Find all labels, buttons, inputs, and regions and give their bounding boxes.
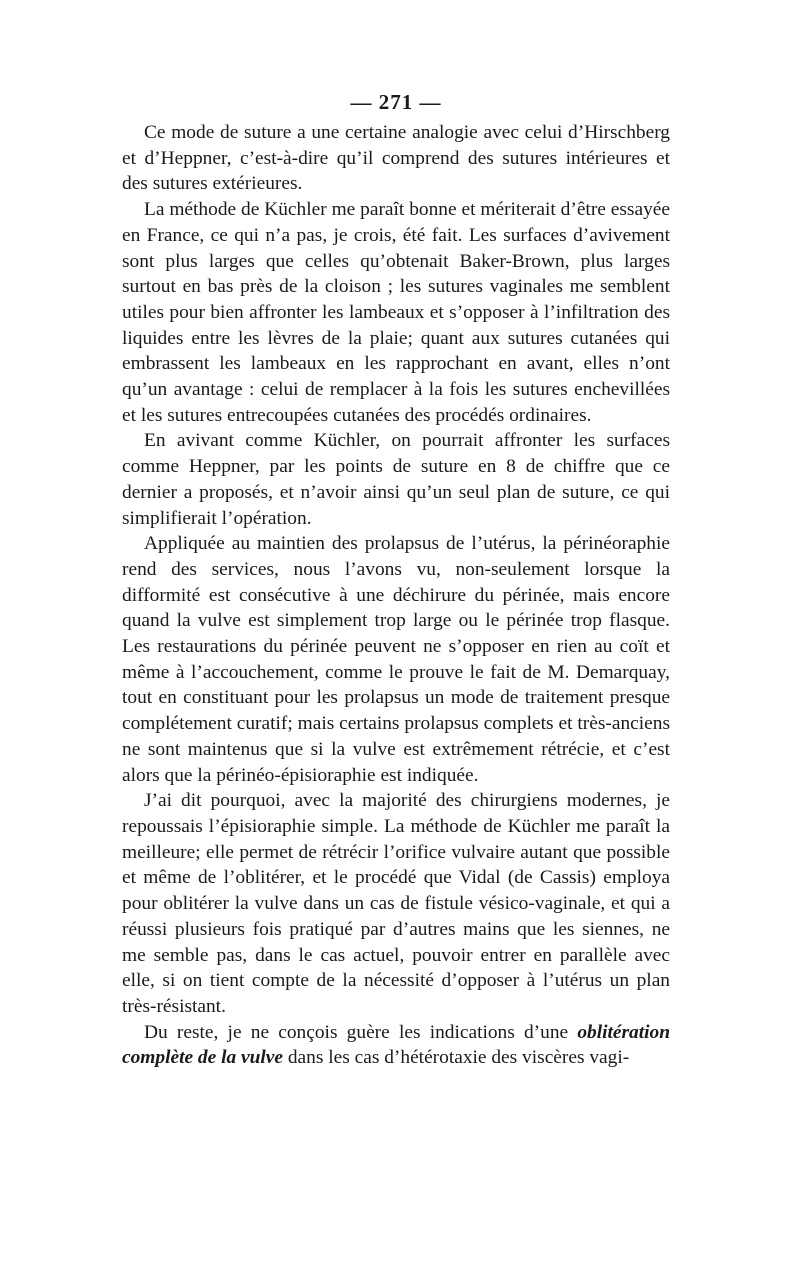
- paragraph-avivement: En avivant comme Küchler, on pourrait affronter les surfaces comme Heppner, par les points de suture en 8 de chiffre que ce dernier a proposés, et n’avoir ainsi qu’un seul plan de suture, ce qui simplifierait l’opération.: [122, 430, 670, 529]
- paragraph-episioraphie: J’ai dit pourquoi, avec la majorité des chirurgiens modernes, je repoussais l’épisioraphie simple. La méthode de Küchler me paraît la meilleure; elle permet de rétrécir l’orifice vulvaire autant que possible et même de l’oblitérer, et le procédé que Vidal (de Cassis) employa pour oblitérer la vulve dans un cas de fistule vésico-vaginale, et qui a réussi plusieurs fois pratiqué par d’autres mains que les siennes, ne me semble pas, dans le cas actuel, pouvoir entrer en parallèle avec elle, si on tient compte de la nécessité d’opposer à l’utérus un plan très-résistant.: [122, 790, 670, 1017]
- paragraph-prolapsus: Appliquée au maintien des prolapsus de l’utérus, la périnéoraphie rend des services, nous l’avons vu, non-seulement lorsque la difformité est consécutive à une déchirure du périnée, mais encore quand la vulve est simplement trop large ou le périnée trop flasque. Les restaurations du périnée peuvent ne s’opposer en rien au coït et même à l’accouchement, comme le prouve le fait de M. Demarquay, tout en constituant pour les prolapsus un mode de traitement presque complétement curatif; mais certains prolapsus complets et très-anciens ne sont maintenus que si la vulve est extrêmement rétrécie, et c’est alors que la périnéo-épisioraphie est indiquée.: [122, 533, 670, 786]
- page-number: — 271 —: [350, 90, 442, 114]
- paragraph-du-reste-emphasis: oblitération complète de la vulve: [122, 1021, 670, 1069]
- paragraph-du-reste-end: dans les cas d’hétérotaxie des viscères vagi-: [283, 1047, 630, 1069]
- paragraph-du-reste: [122, 1020, 670, 1071]
- paragraph-kuchler-method: La méthode de Küchler me paraît bonne et mériterait d’être essayée en France, ce qui n’a pas, je crois, été fait. Les surfaces d’avivement sont plus larges que celles qu’obtenait Baker-Brown, plus larges surtout en bas près de la cloison ; les sutures vaginales me semblent utiles pour bien affronter les lambeaux et s’opposer à l’infiltration des liquides entre les lèvres de la plaie; quant aux sutures cutanées qui embrassent les lambeaux en les rapprochant en avant, elles n’ont qu’un avantage : celui de remplacer à la fois les sutures enchevillées et les sutures entrecoupées cutanées des procédés ordinaires.: [122, 199, 670, 426]
- book-page: [122, 88, 670, 1071]
- paragraph-suture-analogy: Ce mode de suture a une certaine analogie avec celui d’Hirschberg et d’Heppner, c’est-à-dire qu’il comprend des sutures intérieures et des sutures extérieures.: [122, 122, 670, 195]
- paragraph-du-reste-start: Du reste, je ne conçois guère les indications d’une: [144, 1021, 578, 1043]
